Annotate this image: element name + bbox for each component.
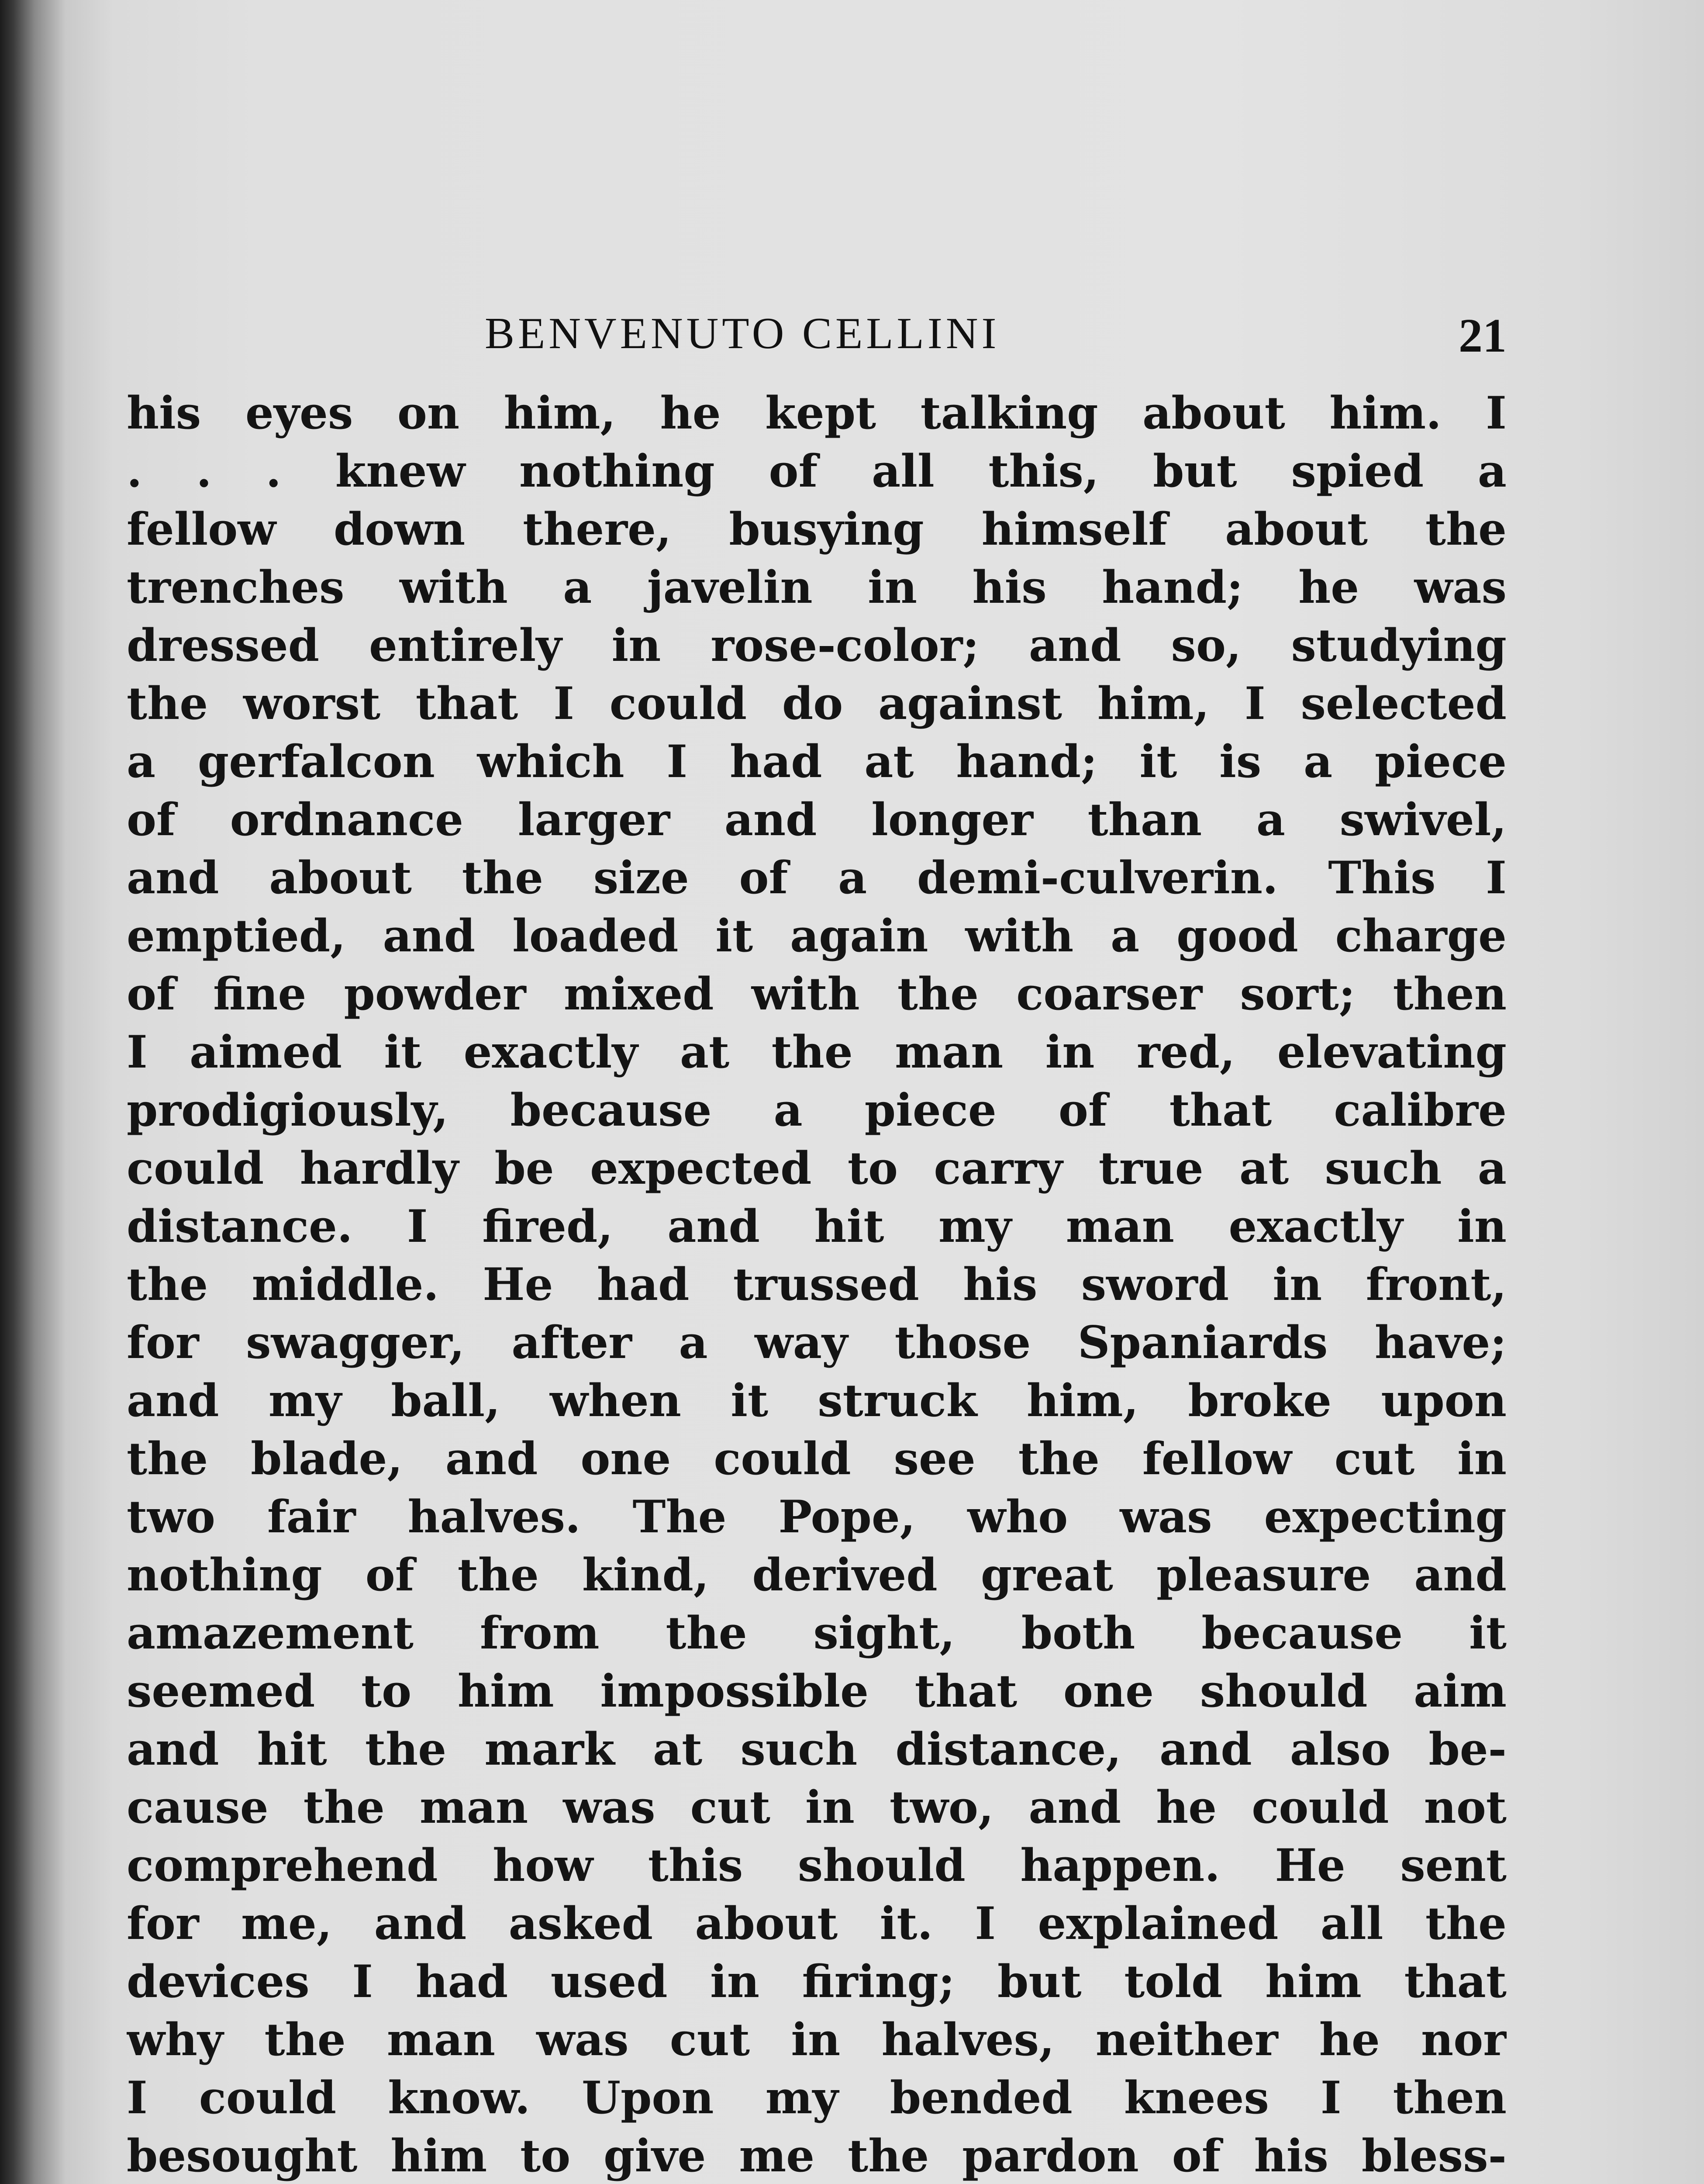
text-line: of fine powder mixed with the coarser sort; then xyxy=(127,968,1507,1020)
text-line: the blade, and one could see the fellow cut in xyxy=(127,1433,1507,1485)
text-line: for swagger, after a way those Spaniards have; xyxy=(127,1317,1507,1369)
text-line: . . . knew nothing of all this, but spied a xyxy=(127,445,1507,498)
text-line: I could know. Upon my bended knees I then xyxy=(127,2072,1507,2124)
body-text xyxy=(127,384,1507,2184)
text-line: of ordnance larger and longer than a swivel, xyxy=(127,794,1507,846)
text-line: and about the size of a demi-culverin. This I xyxy=(127,852,1507,904)
page-number: 21 xyxy=(1459,309,1507,362)
text-line: the worst that I could do against him, I selected xyxy=(127,677,1507,730)
text-line: prodigiously, because a piece of that calibre xyxy=(127,1084,1507,1137)
text-line: his eyes on him, he kept talking about him. I xyxy=(127,387,1507,439)
text-line: and my ball, when it struck him, broke upon xyxy=(127,1375,1507,1427)
text-line: and hit the mark at such distance, and also be- xyxy=(127,1723,1507,1776)
page-header xyxy=(127,308,1507,360)
text-line: I aimed it exactly at the man in red, elevating xyxy=(127,1026,1507,1078)
text-line: why the man was cut in halves, neither he nor xyxy=(127,2014,1507,2066)
text-line: two fair halves. The Pope, who was expecting xyxy=(127,1491,1507,1543)
text-line: emptied, and loaded it again with a good charge xyxy=(127,910,1507,962)
text-line: distance. I fired, and hit my man exactly in xyxy=(127,1200,1507,1253)
text-line: seemed to him impossible that one should aim xyxy=(127,1665,1507,1717)
text-line: amazement from the sight, both because it xyxy=(127,1607,1507,1659)
text-line: cause the man was cut in two, and he could not xyxy=(127,1781,1507,1834)
text-line: besought him to give me the pardon of his bless- xyxy=(127,2130,1507,2182)
text-line: a gerfalcon which I had at hand; it is a piece xyxy=(127,736,1507,788)
text-line: trenches with a javelin in his hand; he was xyxy=(127,561,1507,614)
running-title: BENVENUTO CELLINI xyxy=(485,309,1000,358)
text-line: devices I had used in firing; but told him that xyxy=(127,1956,1507,2008)
text-line: the middle. He had trussed his sword in front, xyxy=(127,1258,1507,1311)
text-line: for me, and asked about it. I explained all the xyxy=(127,1897,1507,1950)
text-line: comprehend how this should happen. He sent xyxy=(127,1839,1507,1892)
text-line: nothing of the kind, derived great pleasure and xyxy=(127,1549,1507,1601)
text-line: fellow down there, busying himself about the xyxy=(127,503,1507,556)
text-line: dressed entirely in rose-color; and so, studying xyxy=(127,619,1507,672)
text-line: could hardly be expected to carry true at such a xyxy=(127,1142,1507,1195)
